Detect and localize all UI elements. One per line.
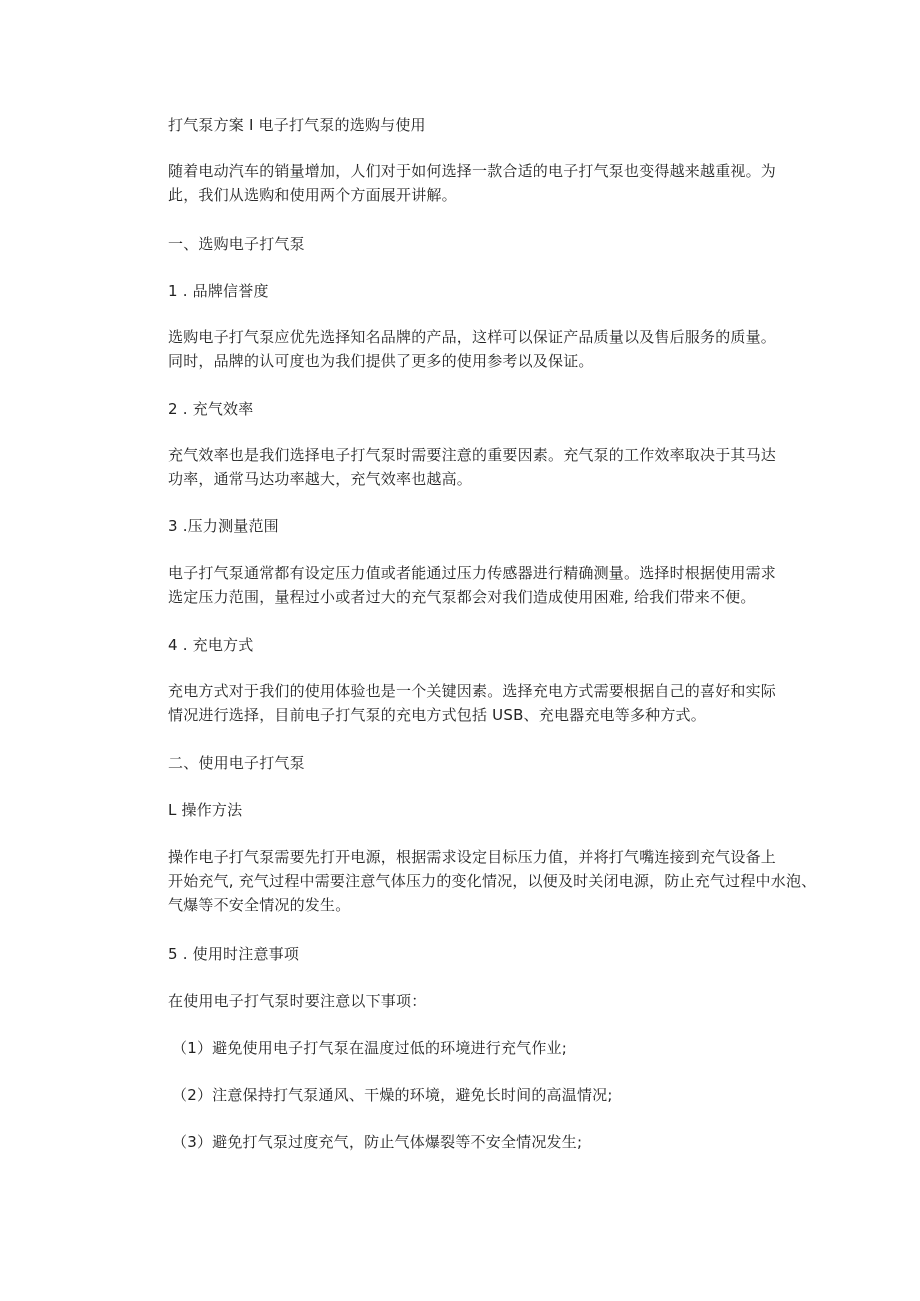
subheading-operation-method: L 操作方法 (168, 801, 243, 819)
paragraph-line: 选定压力范围，量程过小或者过大的充气泵都会对我们造成使用困难, 给我们带来不便。 (168, 588, 756, 606)
paragraph-line: 情况进行选择，目前电子打气泵的充电方式包括 USB、充电器充电等多种方式。 (168, 706, 706, 724)
paragraph-charging-method (168, 679, 808, 727)
subheading-pressure-range: 3 .压力测量范围 (168, 517, 279, 535)
paragraph-line: 开始充气, 充气过程中需要注意气体压力的变化情况，以便及时关闭电源，防止充气过程中水泡、 (168, 872, 817, 890)
subheading-inflation-efficiency: 2 . 充气效率 (168, 400, 254, 418)
paragraph-line: 充气效率也是我们选择电子打气泵时需要注意的重要因素。充气泵的工作效率取决于其马达 (168, 446, 777, 464)
intro-line-2: 此，我们从选购和使用两个方面展开讲解。 (168, 186, 457, 204)
intro-paragraph (168, 159, 808, 207)
precaution-item-3: （3）避免打气泵过度充气，防止气体爆裂等不安全情况发生; (172, 1133, 583, 1151)
section-heading-purchase: 一、选购电子打气泵 (168, 235, 305, 253)
paragraph-line: 选购电子打气泵应优先选择知名品牌的产品，这样可以保证产品质量以及售后服务的质量。 (168, 328, 777, 346)
paragraph-line: 电子打气泵通常都有设定压力值或者能通过压力传感器进行精确测量。选择时根据使用需求 (168, 564, 777, 582)
paragraph-line: 功率，通常马达功率越大，充气效率也越高。 (168, 470, 473, 488)
paragraph-brand-reputation (168, 325, 808, 373)
subheading-charging-method: 4 . 充电方式 (168, 636, 254, 654)
paragraph-operation-method (168, 845, 817, 917)
document-title: 打气泵方案 I 电子打气泵的选购与使用 (168, 116, 426, 134)
precaution-item-2: （2）注意保持打气泵通风、干燥的环境，避免长时间的高温情况; (172, 1086, 613, 1104)
paragraph-pressure-range (168, 561, 808, 609)
section-heading-usage: 二、使用电子打气泵 (168, 754, 305, 772)
paragraph-line: 充电方式对于我们的使用体验也是一个关键因素。选择充电方式需要根据自己的喜好和实际 (168, 682, 777, 700)
subheading-usage-precautions: 5 . 使用时注意事项 (168, 945, 300, 963)
subheading-brand-reputation: 1 . 品牌信誉度 (168, 282, 269, 300)
paragraph-line: 操作电子打气泵需要先打开电源，根据需求设定目标压力值，并将打气嘴连接到充气设备上 (168, 848, 777, 866)
precautions-intro: 在使用电子打气泵时要注意以下事项： (168, 992, 427, 1010)
paragraph-inflation-efficiency (168, 443, 808, 491)
paragraph-line: 气爆等不安全情况的发生。 (168, 896, 351, 914)
paragraph-line: 同时，品牌的认可度也为我们提供了更多的使用参考以及保证。 (168, 352, 594, 370)
intro-line-1: 随着电动汽车的销量增加，人们对于如何选择一款合适的电子打气泵也变得越来越重视。为 (168, 162, 777, 180)
precaution-item-1: （1）避免使用电子打气泵在温度过低的环境进行充气作业; (172, 1039, 567, 1057)
